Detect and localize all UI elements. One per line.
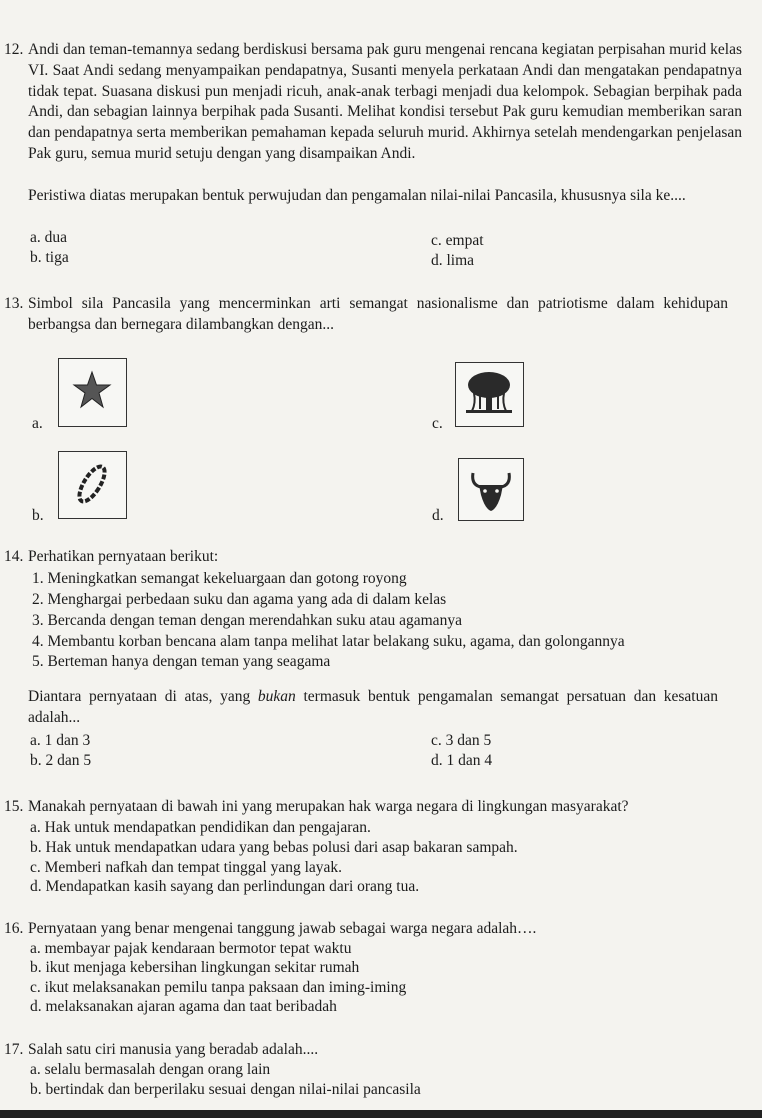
q14-option-c[interactable]: c. 3 dan 5: [431, 732, 492, 749]
q16-text: Pernyataan yang benar mengenai tanggung jawab sebagai warga negara adalah….: [28, 920, 537, 937]
q13-label-b[interactable]: b.: [32, 507, 44, 524]
q14-question-emphasis: bukan: [257, 688, 296, 705]
q16-number: 16.: [4, 920, 24, 937]
q12-text: Andi dan teman-temannya sedang berdiskusi bersama pak guru mengenai rencana kegiatan perpisahan murid kelas VI. Saat Andi sedang menyampaikan pendapatnya, Susanti menyela perkataan Andi dan mengatakan pendapatnya tidak tepat. Suasana diskusi pun menjadi ricuh, anak-anak terbagi menjadi dua kelompok. Sebagian berpihak pada Andi, dan sebagian lainnya berpihak pada Susanti. Melihat kondisi tersebut Pak guru kemudian memberikan saran dan pendapatnya serta memberikan pemahaman kepada seluruh murid. Akhirnya setelah mendengarkan penjelasan Pak guru, semua murid setuju dengan yang disampaikan Andi.: [28, 41, 742, 162]
q14-number: 14.: [4, 548, 24, 565]
q16-option-b[interactable]: b. ikut menjaga kebersihan lingkungan sekitar rumah: [30, 959, 360, 976]
star-icon: [59, 359, 126, 426]
q15-option-d[interactable]: d. Mendapatkan kasih sayang dan perlindungan dari orang tua.: [30, 878, 420, 895]
q14-option-d[interactable]: d. 1 dan 4: [431, 752, 493, 769]
q15-option-c[interactable]: c. Memberi nafkah dan tempat tinggal yang layak.: [30, 859, 343, 876]
q14-statement-3: 3. Bercanda dengan teman dengan merendahkan suku atau agamanya: [32, 612, 462, 629]
q17-option-a[interactable]: a. selalu bermasalah dengan orang lain: [30, 1061, 271, 1078]
q13-option-d-box[interactable]: [458, 458, 524, 521]
chain-icon: [59, 452, 126, 518]
q12-option-a[interactable]: a. dua: [30, 229, 68, 246]
q13-number: 13.: [4, 295, 24, 312]
q17-text: Salah satu ciri manusia yang beradab adalah....: [28, 1041, 319, 1058]
q14-question-pre: Diantara pernyataan di atas, yang: [28, 688, 258, 705]
q15-number: 15.: [4, 798, 24, 815]
bull-head-icon: [459, 459, 523, 520]
q15-option-a[interactable]: a. Hak untuk mendapatkan pendidikan dan pengajaran.: [30, 819, 371, 836]
q15-text: Manakah pernyataan di bawah ini yang merupakan hak warga negara di lingkungan masyarakat?: [28, 798, 629, 815]
q16-option-c[interactable]: c. ikut melaksanakan pemilu tanpa paksaan dan iming-iming: [30, 979, 407, 996]
q13-option-c-box[interactable]: [455, 362, 524, 427]
q13-text: Simbol sila Pancasila yang mencerminkan arti semangat nasionalisme dan patriotisme dalam kehidupan berbangsa dan bernegara dilambangkan dengan...: [28, 295, 728, 333]
banyan-tree-icon: [456, 363, 523, 426]
page-bottom-edge: [0, 1110, 762, 1118]
q13-label-d[interactable]: d.: [432, 507, 444, 524]
q12-option-d[interactable]: d. lima: [431, 252, 475, 269]
q14-statement-5: 5. Berteman hanya dengan teman yang seagama: [32, 653, 331, 670]
q13-option-a-box[interactable]: [58, 358, 127, 427]
q13-label-c[interactable]: c.: [432, 415, 443, 432]
q14-question: [28, 687, 718, 729]
q17-option-b[interactable]: b. bertindak dan berperilaku sesuai dengan nilai-nilai pancasila: [30, 1081, 421, 1098]
q13-label-a[interactable]: a.: [32, 415, 43, 432]
q14-question-post: termasuk bentuk pengamalan semangat persatuan dan kesatuan adalah...: [28, 688, 718, 726]
q12-text2: Peristiwa diatas merupakan bentuk perwujudan dan pengamalan nilai-nilai Pancasila, khususnya sila ke....: [28, 187, 686, 204]
q12-number: 12.: [4, 41, 24, 58]
q14-statement-4: 4. Membantu korban bencana alam tanpa melihat latar belakang suku, agama, dan golongannya: [32, 633, 625, 650]
q16-option-d[interactable]: d. melaksanakan ajaran agama dan taat beribadah: [30, 998, 337, 1015]
q15-option-b[interactable]: b. Hak untuk mendapatkan udara yang bebas polusi dari asap bakaran sampah.: [30, 839, 518, 856]
q12-option-b[interactable]: b. tiga: [30, 249, 69, 266]
q14-option-a[interactable]: a. 1 dan 3: [30, 732, 91, 749]
q14-option-b[interactable]: b. 2 dan 5: [30, 752, 92, 769]
q14-statement-2: 2. Menghargai perbedaan suku dan agama yang ada di dalam kelas: [32, 591, 447, 608]
q16-option-a[interactable]: a. membayar pajak kendaraan bermotor tepat waktu: [30, 940, 352, 957]
q14-statement-1: 1. Meningkatkan semangat kekeluargaan dan gotong royong: [32, 570, 407, 587]
q14-intro: Perhatikan pernyataan berikut:: [28, 548, 219, 565]
q17-number: 17.: [4, 1041, 24, 1058]
q13-option-b-box[interactable]: [58, 451, 127, 519]
q12-option-c[interactable]: c. empat: [431, 232, 484, 249]
